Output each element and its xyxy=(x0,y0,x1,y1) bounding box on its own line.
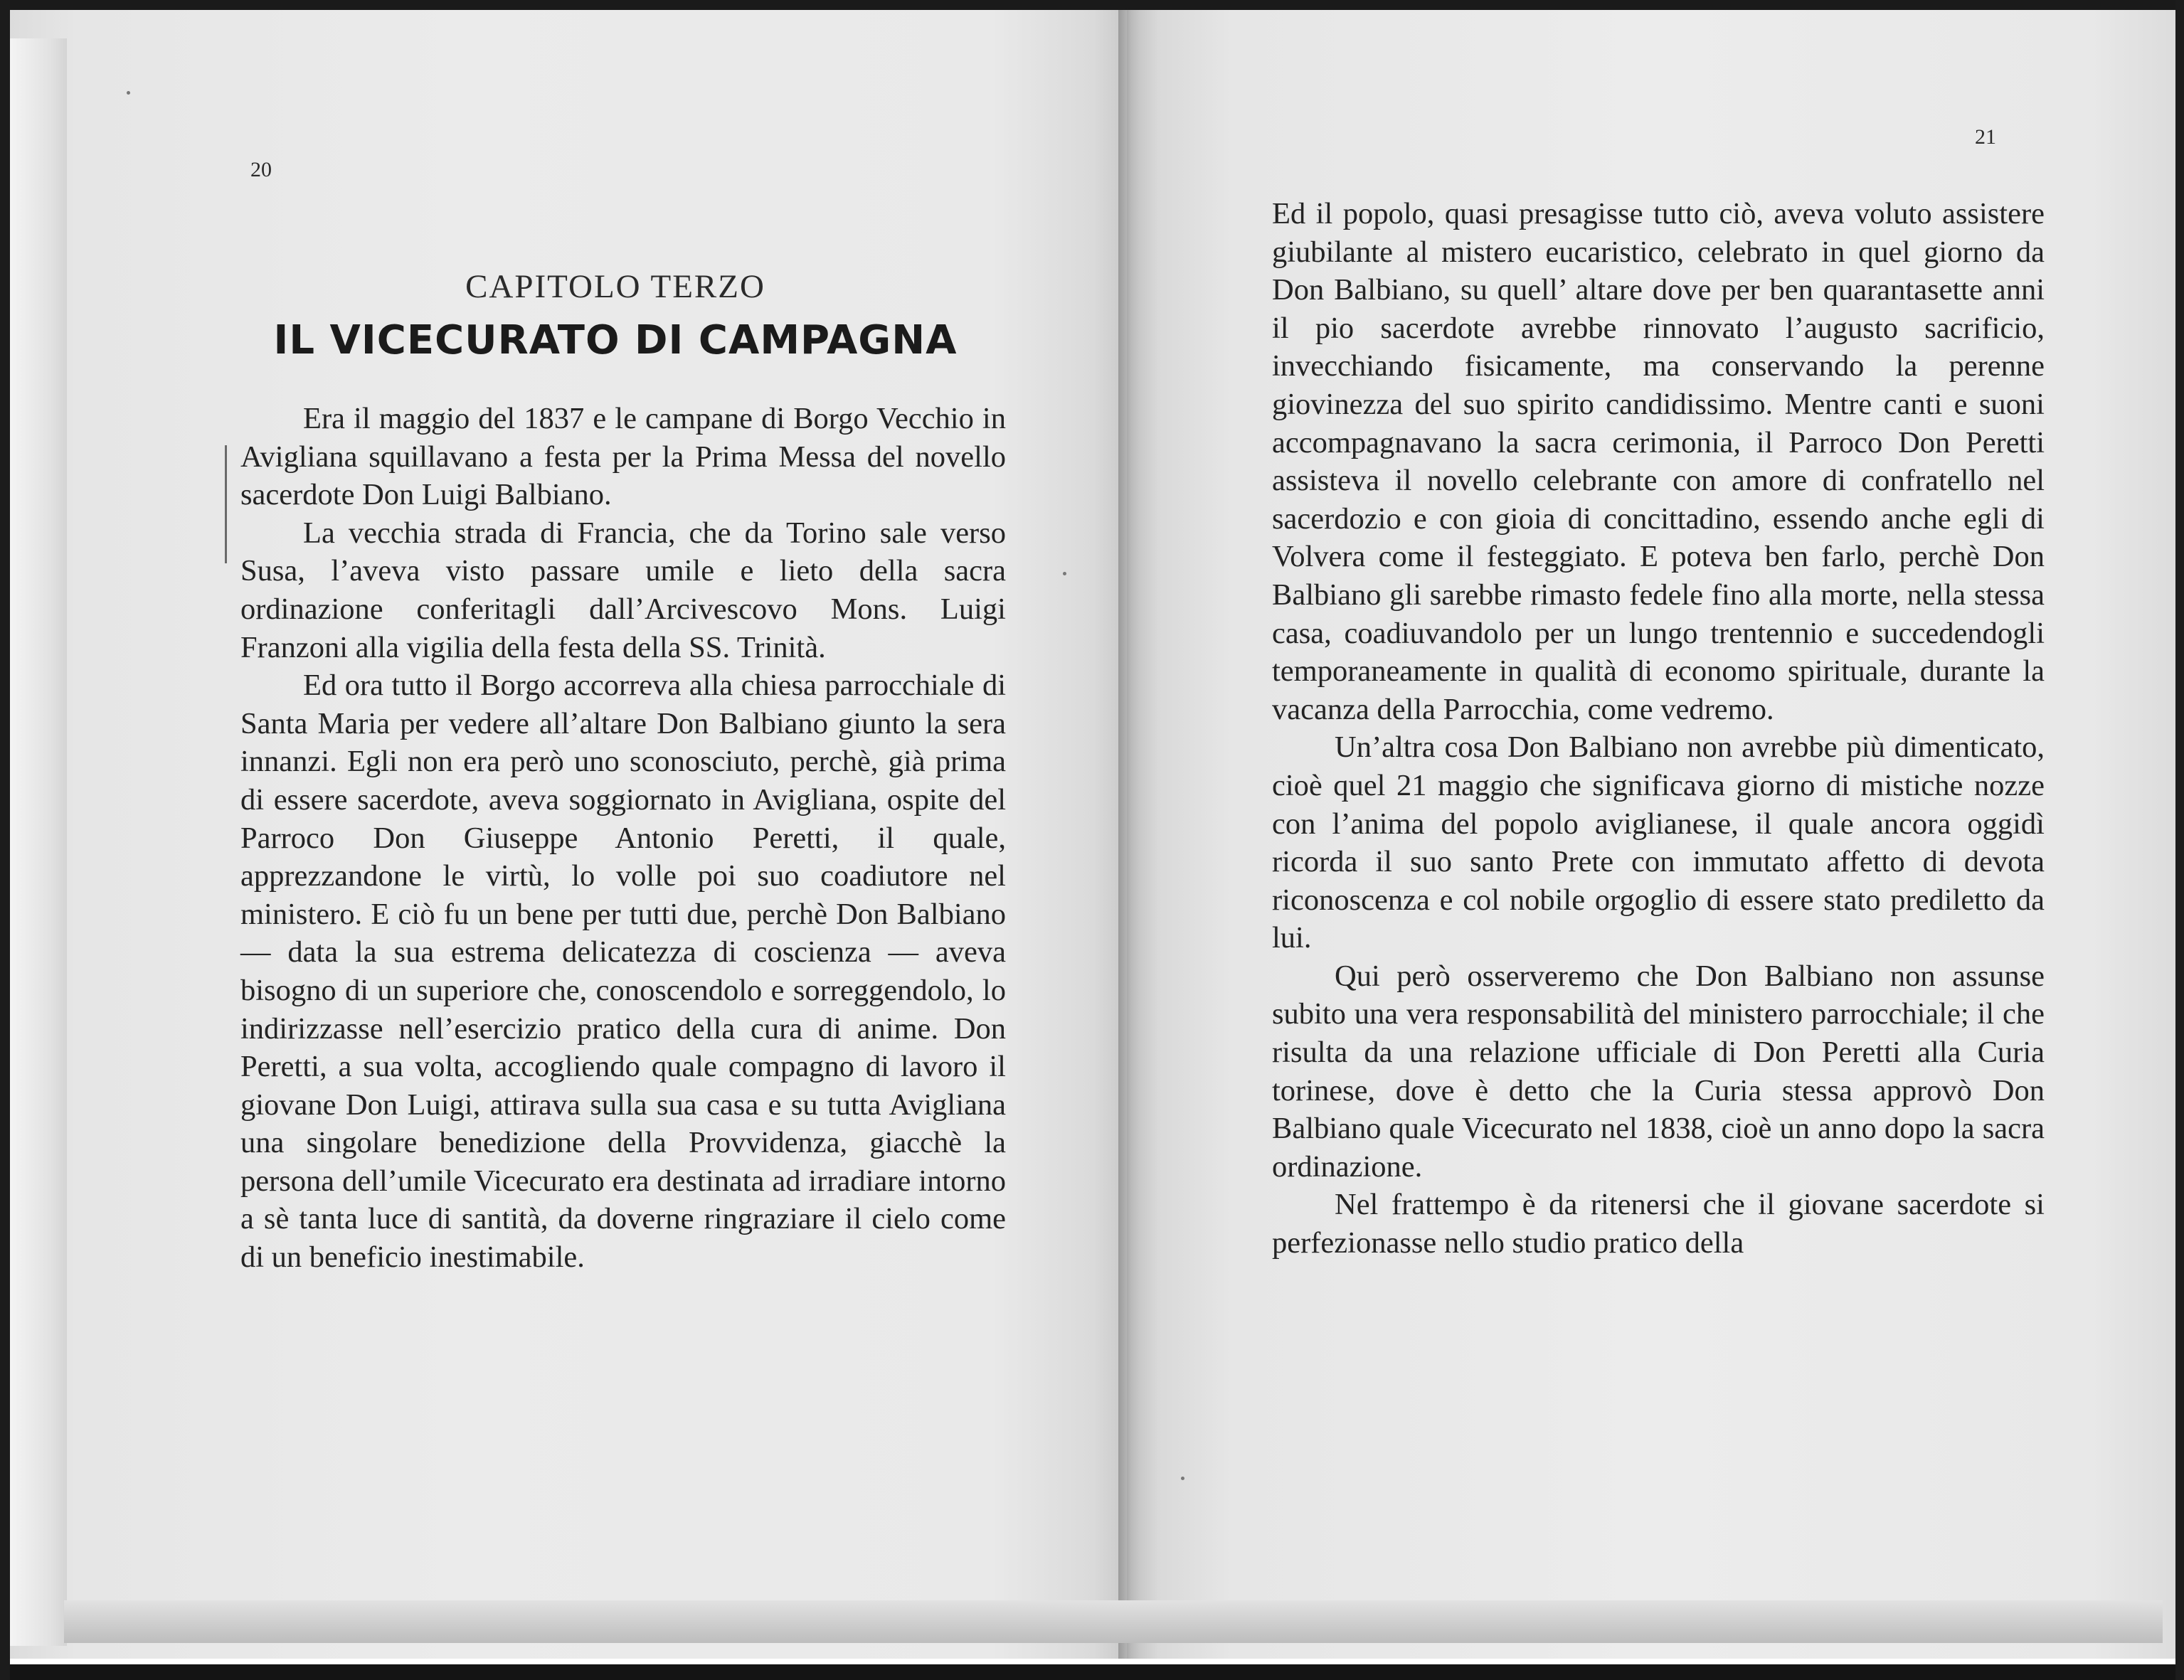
left-body-text xyxy=(240,400,1006,1277)
right-body-text xyxy=(1272,195,2045,1262)
chapter-label: CAPITOLO TERZO xyxy=(465,268,765,305)
scan-border-left xyxy=(0,0,10,1680)
paragraph: Era il maggio del 1837 e le campane di Borgo Vecchio in Avigliana squillavano a festa per la Prima Messa del novello sacerdote Don Luigi Balbiano. xyxy=(240,402,1006,512)
paper-speck xyxy=(127,91,130,95)
paragraph: Ed il popolo, quasi presagisse tutto ciò, aveva voluto assistere giubilante al mistero eucaristico, celebrato in quel giorno da Don Balbiano, su quell’ altare dove per ben quarantasette anni il pio sacerdote avrebbe rinnovato l’augusto sacrificio, invecchiando fisicamente, ma conservando la perenne giovinezza del suo spirito candidissimo. Mentre canti e suoni accompagnavano la sacra cerimonia, il Parroco Don Peretti assisteva il novello celebrante con amore di confratello nel sacerdozio e con gioia di concittadino, essendo anche egli di Volvera come il festeggiato. E poteva ben farlo, perchè Don Balbiano gli sarebbe rimasto fedele fino alla morte, nella stessa casa, coadiuvandolo per un lungo trentennio e succedendogli temporaneamente in qualità di economo spirituale, durante la vacanza della Parrocchia, come vedremo. xyxy=(1272,197,2045,726)
page-bottom-edge xyxy=(64,1600,2163,1643)
paragraph: Ed ora tutto il Borgo accorreva alla chiesa parrocchiale di Santa Maria per vedere all’altare Don Balbiano giunto la sera innanzi. Egli non era però uno sconosciuto, perchè, già prima di essere sacerdote, aveva soggiornato in Avigliana, ospite del Parroco Don Giuseppe Antonio Peretti, il quale, apprezzandone le virtù, lo volle poi suo coadiutore nel ministero. E ciò fu un bene per tutti due, perchè Don Balbiano — data la sua estrema delicatezza di coscienza — aveva bisogno di un superiore che, conoscendolo e sorreggendolo, lo indirizzasse nell’esercizio pratico della cura di anime. Don Peretti, a sua volta, accogliendo quale compagno di lavoro il giovane Don Luigi, attirava sulla sua casa e su tutta Avigliana una singolare benedizione della Provvidenza, giacchè la persona dell’umile Vicecurato era destinata ad irradiare intorno a sè tanta luce di santità, da doverne ringraziare il cielo come di un beneficio inestimabile. xyxy=(240,669,1006,1275)
paper-speck xyxy=(1181,1477,1184,1480)
paragraph: Un’altra cosa Don Balbiano non avrebbe più dimenticato, cioè quel 21 maggio che significava giorno di mistiche nozze con l’anima del popolo aviglianese, il quale ancora oggidì ricorda il suo santo Prete con immutato affetto di devota riconoscenza e col nobile orgoglio di essere stato prediletto da lui. xyxy=(1272,730,2045,955)
book-gutter xyxy=(1118,10,1140,1659)
pencil-margin-mark xyxy=(225,445,227,563)
paper-speck xyxy=(1063,572,1066,575)
page-number-right: 21 xyxy=(1975,125,1996,149)
paragraph: La vecchia strada di Francia, che da Torino sale verso Susa, l’aveva visto passare umile e lieto della sacra ordinazione conferitagli dall’Arcivescovo Mons. Luigi Franzoni alla vigilia della festa della SS. Trinità. xyxy=(240,516,1006,664)
scan-border-top xyxy=(0,0,2184,10)
scan-border-bottom xyxy=(0,1664,2184,1680)
cover-edge xyxy=(10,38,67,1646)
chapter-title: IL VICECURATO DI CAMPAGNA xyxy=(273,317,958,363)
paragraph: Nel frattempo è da ritenersi che il giovane sacerdote si perfezionasse nello studio pratico della xyxy=(1272,1188,2045,1260)
page-number-left: 20 xyxy=(250,158,272,181)
paragraph: Qui però osserveremo che Don Balbiano non assunse subito una vera responsabilità del ministero parrocchiale; il che risulta da una relazione ufficiale di Don Peretti alla Curia torinese, dove è detto che la Curia stessa approvò Don Balbiano quale Vicecurato nel 1838, cioè un anno dopo la sacra ordinazione. xyxy=(1272,959,2045,1184)
scan-border-right xyxy=(2175,0,2184,1680)
